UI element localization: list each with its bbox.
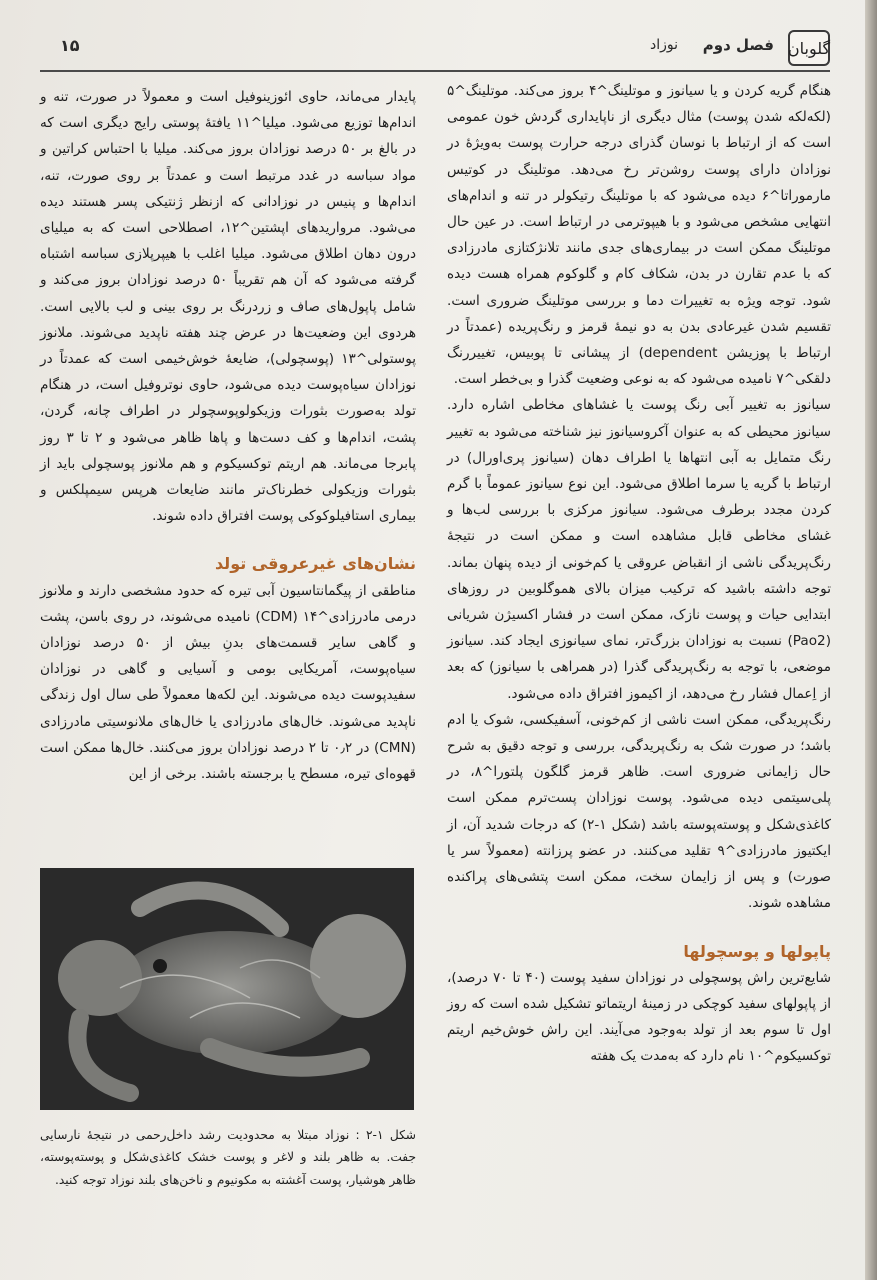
- paragraph-papules: شایع‌ترین راش پوسچولی در نوزادان سفید پوست (۴۰ تا ۷۰ درصد)، از پاپولهای سفید کوچکی در زمینهٔ اریتماتو تشکیل شده است که روز اول تا سوم بعد از تولد به‌وجود می‌آیند. این راش خوش‌خیم اریتم توکسیکوم^۱۰ نام دارد که به‌مدت یک هفته: [447, 969, 832, 1065]
- newborn-photo-image: [40, 868, 414, 1110]
- logo-text: ﮔﻠﻮﺑﺎﻥ: [787, 38, 831, 58]
- page-number: ۱۵: [60, 36, 80, 55]
- paragraph-mottling: هنگام گریه کردن و یا سیانوز و موتلینگ^۴ بروز می‌کند. موتلینگ^۵ (لکه‌لکه شدن پوست) مثال دیگری از ناپایداری گردش خون عمومی است که از ارتباط با نوسان گذرای درجه حرارت پوست به‌ویژهٔ در نوزادان دارای پوست روشن‌تر رخ می‌دهد. موتلینگ در کوتیس مارموراتا^۶ دیده می‌شود که با موتلینگ رتیکولر در تنه و اندام‌های انتهایی مشخص می‌شود و با هیپوترمی در ارتباط است. در عین حال موتلینگ ممکن است در بیماری‌های جدی مانند تلانژکتازی مادرزادی که با عدم تقارن در بدن، شکاف کام و گلوکوم همراه هست دیده شود. توجه ویژه به تغییرات دما و بررسی موتلینگ ضروری است. تقسیم شدن غیرعادی بدن به دو نیمهٔ قرمز و رنگ‌پریده (عمدتاً در ارتباط با پوزیشن dependent) از پیشانی تا پوبیس، تغییررنگ دلقکی^۷ نامیده می‌شود که به نوعی وضعیت گذرا و بی‌خطر است.: [447, 83, 832, 388]
- header-rule: [40, 70, 830, 72]
- running-header: [40, 30, 830, 66]
- paragraph-milia: پایدار می‌ماند، حاوی ائوزینوفیل است و معمولاً در صورت، تنه و اندام‌ها توزیع می‌شود. میلیا^۱۱ یافتهٔ پوستی رایج دیگری است که در بالغ بر ۵۰ درصد نوزادان بروز می‌کند. میلیا با احتباس کراتین و مواد سباسه در غدد مرتبط است و عمدتاً بر روی صورت، تنه، اندام‌ها و پنیس در نوزادانی که ازنظر ژنتیکی پسر هستند دیده می‌شود. مرواریدهای اپشتین^۱۲، اصطلاحی است که به میلیای درون دهان اطلاق می‌شود. میلیا اغلب با هیپرپلازی سباسه اشتباه گرفته می‌شود که آن هم تقریباً ۵۰ درصد نوزادان بروز می‌کند و شامل پاپول‌های صاف و زردرنگ بر روی بینی و لب بالایی است. هردوی این وضعیت‌ها در عرض چند هفته ناپدید می‌شوند. ملانوز پوستولی^۱۳ (پوسچولی)، ضایعهٔ خوش‌خیمی است که عمدتاً در نوزادان سیاه‌پوست دیده می‌شود، حاوی نوتروفیل است، در هنگام تولد به‌صورت بثورات وزیکولوپوسچولر در اطراف چانه، گردن، پشت، اندام‌ها و کف دست‌ها و پاها ظاهر می‌شود و ۲ تا ۳ روز پابرجا می‌ماند. هم اریتم توکسیکوم و هم ملانوز پوسچولی باید از بثورات وزیکولی خطرناک‌تر مانند ضایعات هرپس سیمپلکس و بیماری استافیلوکوکی پوست افتراق داده شوند.: [40, 89, 417, 525]
- chapter-subject: نوزاد: [649, 37, 678, 53]
- left-column: [40, 84, 416, 787]
- figure-newborn-photo: [40, 868, 414, 1110]
- paragraph-cyanosis: سیانوز به تغییر آبی رنگ پوست یا غشاهای مخاطی اشاره دارد. سیانوز محیطی که به عنوان آکروسیانوز نیز شناخته می‌شود به تغییر رنگ متمایل به آبی انتهاها یا اطراف دهان (سیانوز پری‌اورال) در ارتباط با گریه یا سرما اطلاق می‌شود. این نوع سیانوز عموماً با گرم کردن مجدد برطرف می‌شود. سیانوز مرکزی با بررسی لب‌ها و غشای مخاطی قابل مشاهده است و ممکن است در نتیجهٔ رنگ‌پریدگی ناشی از انقباض عروقی یا کم‌خونی از دیده پنهان بماند. توجه داشته باشید که ترکیب میزان بالای هموگلوبین در روزهای ابتدایی حیات و پوست نازک، ممکن است در فشار اکسیژن شریانی (Pao2) نسبت به نوزادان بزرگ‌تر، نمای سیانوزی ایجاد کند. سیانوز موضعی، با توجه به رنگ‌پریدگی گذرا (در همراهی با سیانوز) که بعد از اِعمال فشار رخ می‌دهد، از اکیموز افتراق داده می‌شود.: [447, 397, 831, 702]
- paragraph-birthmarks: مناطقی از پیگمانتاسیون آبی تیره که حدود مشخصی دارند و ملانوز درمی مادرزادی^۱۴ (CDM) نامیده می‌شوند، در روی باسن، پشت و گاهی سایر قسمت‌های بدنِ بیش از ۵۰ درصد نوزادان سیاه‌پوست، آمریکایی بومی و آسیایی و گاهی در نوزادان سفیدپوست دیده می‌شوند. این لکه‌ها معمولاً طی سال اول زندگی ناپدید می‌شوند. خال‌های مادرزادی یا خال‌های ملانوسیتی مادرزادی (CMN) در ۰٫۲ تا ۲ درصد نوزادان بروز می‌کنند. خال‌ها ممکن است قهوه‌ای تیره، مسطح یا برجسته باشند. برخی از این: [40, 582, 416, 783]
- figure-caption: شکل ۱-۲ : نوزاد مبتلا به محدودیت رشد داخل‌رحمی در نتیجهٔ نارسایی جفت. به ظاهر بلند و لاغر و پوست خشک کاغذی‌شکل و پوسته‌پوسته، ظاهر هوشیار، پوست آغشته به مکونیوم و ناخن‌های بلند نوزاد توجه کنید.: [40, 1128, 417, 1187]
- chapter-title: فصل دوم: [702, 36, 774, 54]
- section-heading-birthmarks: نشان‌های غیرعروقی تولد: [214, 554, 416, 574]
- section-heading-papules: پاپولها و پوسچولها: [683, 941, 831, 961]
- right-column: [447, 78, 831, 1070]
- paragraph-pallor: رنگ‌پریدگی، ممکن است ناشی از کم‌خونی، آسفیکسی، شوک یا ادم باشد؛ در صورت شک به رنگ‌پریدگی، بررسی و توجه دقیق به شرح حال زایمانی ضروری است. ظاهر قرمز گلگون پلتورا^۸، در پلی‌سیتمی دیده می‌شود. پوست نوزادان پست‌ترم ممکن است کاغذی‌شکل و پوسته‌پوسته باشد (شکل ۱-۲) که درجات شدید آن، از ایکتیوز مادرزادی^۹ تقلید می‌کنند. در عضو پرزانته (معمولاً سر یا صورت) و پس از زایمان سخت، ممکن است پتشی‌های پراکنده مشاهده شوند.: [447, 711, 832, 912]
- page-edge: [865, 0, 877, 1280]
- publisher-logo: [788, 30, 830, 66]
